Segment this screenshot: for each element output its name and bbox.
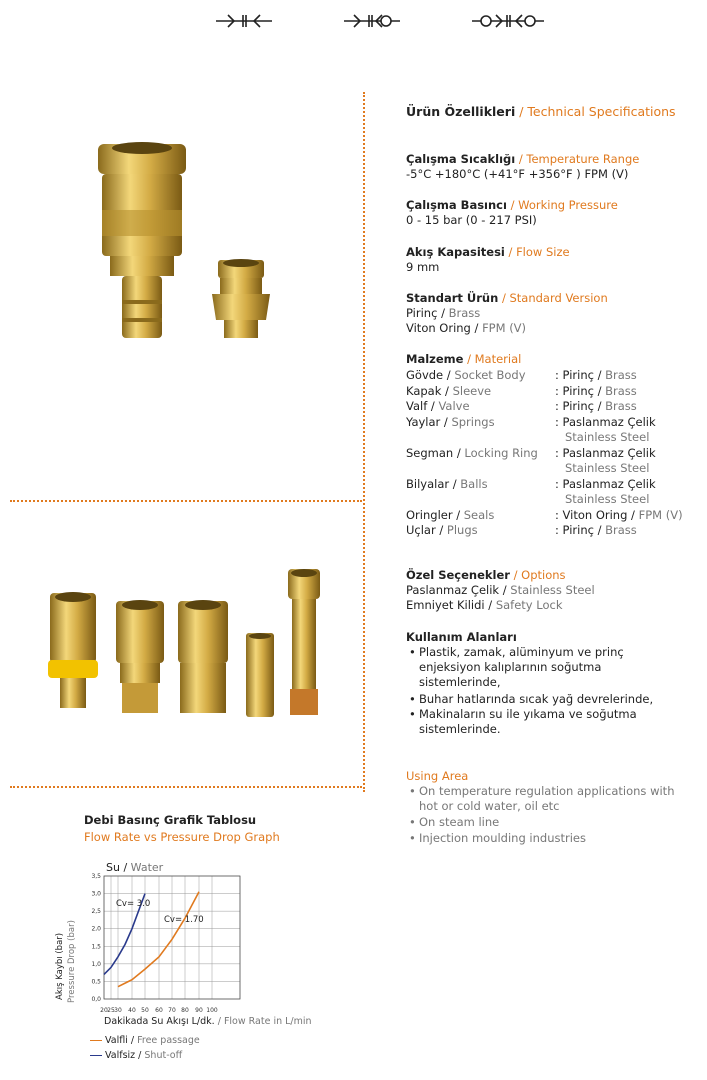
specs-heading: Ürün Özellikleri / Technical Specifications (406, 104, 676, 119)
material-row-tr: Valf (406, 399, 428, 413)
material-value-tr: : Viton Oring (555, 507, 628, 522)
bullet-dot-icon: • (409, 707, 416, 721)
legend-swatch (90, 1040, 102, 1041)
material-value-2: Stainless Steel (565, 461, 650, 475)
temp-block: Çalışma Sıcaklığı / Temperature Range -5°C +180°C (+41°F +356°F ) FPM (V) (406, 152, 640, 181)
flow-rate-chart (50, 868, 330, 1028)
pressure-label-en: Working Pressure (518, 198, 618, 212)
graph-xlabel-tr: Dakikada Su Akışı L/dk. (104, 1016, 215, 1027)
bullet-text: Plastik, zamak, alüminyum ve prinç enjeksiyon kalıplarının soğutma sistemlerinde, (419, 645, 624, 689)
material-row-label: Segman / Locking Ring (406, 445, 538, 460)
coupling-symbol-3 (470, 8, 546, 34)
cv-annotation-2: Cv= 1.70 (164, 915, 204, 925)
x-tick-label: 50 (141, 1007, 149, 1014)
temp-value: -5°C +180°C (+41°F +356°F ) FPM (V) (406, 167, 629, 181)
material-heading: Malzeme / Material (406, 352, 522, 366)
standard-label-tr: Standart Ürün (406, 291, 499, 305)
y-tick-label: 1,0 (91, 960, 101, 968)
pressure-block: Çalışma Basıncı / Working Pressure 0 - 15 bar (0 - 217 PSI) (406, 198, 618, 227)
bullet-dot-icon: • (409, 830, 416, 845)
y-tick-label: 3,5 (91, 873, 101, 880)
x-tick-label: 70 (168, 1007, 176, 1014)
legend-en: Free passage (137, 1035, 200, 1046)
material-value-tr: : Paslanmaz Çelik (555, 476, 656, 491)
material-value-2: Stainless Steel (565, 430, 650, 444)
standard-line2-tr: Viton Oring (406, 321, 471, 335)
coupling-symbol-1 (214, 8, 274, 34)
bullet-dot-icon: • (409, 645, 416, 659)
y-tick-label: 1,5 (91, 943, 101, 951)
bullet-dot-icon: • (409, 784, 416, 798)
standard-line2-en: FPM (V) (482, 321, 527, 335)
material-row-value (555, 415, 656, 430)
graph-medium-tr: Su (106, 861, 120, 874)
x-tick-label: 90 (195, 1007, 203, 1014)
temp-label-tr: Çalışma Sıcaklığı (406, 152, 516, 166)
material-value-en: Brass (605, 383, 637, 398)
material-row-value: : Pirinç / Brass (555, 368, 637, 382)
y-axis-label-tr: Akış Kaybı (bar) (55, 932, 65, 1000)
bullet-dot-icon: • (409, 691, 416, 706)
vertical-divider (363, 92, 365, 792)
bullet-item (409, 692, 659, 707)
material-row-value (555, 477, 656, 492)
options-line2-en: Safety Lock (495, 598, 563, 612)
usage-tr-heading: Kullanım Alanları (406, 630, 517, 644)
flow-label-tr: Akış Kapasitesi (406, 245, 505, 259)
x-tick-label: 60 (155, 1007, 163, 1014)
graph-xlabel: Dakikada Su Akışı L/dk. / Flow Rate in L/min (104, 1016, 312, 1027)
flow-label-en: Flow Size (516, 245, 570, 259)
temp-label-en: Temperature Range (526, 152, 640, 166)
x-tick-label: 20 (100, 1007, 108, 1014)
y-tick-label: 2,0 (91, 925, 101, 933)
material-label-en: Material (474, 352, 522, 366)
material-row-tr: Uçlar (406, 523, 436, 537)
material-row-label: Oringler / Seals (406, 507, 495, 522)
bullet-text: Buhar hatlarında sıcak yağ devrelerinde, (419, 691, 654, 706)
bullet-item (409, 815, 679, 830)
x-tick-label: 30 (114, 1007, 122, 1014)
material-label-tr: Malzeme (406, 352, 464, 366)
material-value-tr: : Paslanmaz Çelik (555, 445, 656, 460)
standard-line1-en: Brass (448, 306, 481, 320)
graph-xlabel-en: Flow Rate in L/min (223, 1016, 312, 1027)
options-line2-tr: Emniyet Kilidi (406, 598, 485, 612)
options-label-tr: Özel Seçenekler (406, 568, 510, 582)
material-value-en: Brass (605, 399, 637, 413)
material-row-en: Plugs (446, 523, 478, 537)
material-row-value: : Pirinç / Brass (555, 523, 637, 537)
y-tick-label: 2,5 (91, 908, 101, 916)
material-row-value: : Pirinç / Brass (555, 399, 637, 413)
options-line1-en: Stainless Steel (510, 583, 595, 597)
bullet-item (409, 707, 659, 737)
material-row-label: Yaylar / Springs (406, 414, 495, 429)
product-image-main (88, 140, 288, 340)
bullet-text: On steam line (419, 815, 500, 829)
material-value-tr: : Pirinç (555, 368, 594, 382)
coupling-symbol-2 (342, 8, 402, 34)
y-axis-label-en: Pressure Drop (bar) (67, 920, 77, 1003)
material-value-tr: : Pirinç (555, 383, 594, 398)
horizontal-divider-1 (10, 500, 362, 502)
material-row-label: Bilyalar / Balls (406, 476, 488, 491)
y-tick-label: 3,0 (91, 890, 101, 898)
material-row-en: Balls (460, 476, 488, 491)
x-tick-label: 40 (128, 1007, 136, 1014)
material-value-en: Brass (605, 368, 637, 382)
bullet-item (409, 784, 679, 814)
legend-swatch (90, 1055, 102, 1056)
horizontal-divider-2 (10, 786, 362, 788)
standard-label-en: Standard Version (509, 291, 608, 305)
material-row-tr: Oringler (406, 507, 453, 522)
material-value-2: Stainless Steel (565, 492, 650, 506)
material-row-en: Locking Ring (464, 445, 538, 460)
flow-value: 9 mm (406, 260, 440, 274)
material-row-value: : Pirinç / Brass (555, 383, 637, 398)
legend-item: Valfli / Free passage (90, 1035, 200, 1046)
graph-medium: Su / Water (106, 861, 164, 874)
material-row-label: Kapak / Sleeve (406, 383, 492, 398)
standard-line1-tr: Pirinç (406, 306, 438, 320)
material-row-value (555, 446, 656, 461)
graph-title-en: Flow Rate vs Pressure Drop Graph (84, 830, 280, 844)
material-row-tr: Gövde (406, 368, 444, 382)
bullet-item (409, 645, 659, 690)
bullet-text: Injection moulding industries (419, 830, 586, 845)
material-row-en: Seals (463, 507, 495, 522)
y-tick-label: 0,0 (91, 996, 101, 1003)
flow-block: Akış Kapasitesi / Flow Size 9 mm (406, 245, 570, 274)
material-row-tr: Segman (406, 445, 454, 460)
material-row-tr: Kapak (406, 383, 442, 398)
material-row-tr: Yaylar (406, 414, 441, 429)
material-row-label: Uçlar / Plugs (406, 523, 478, 537)
y-tick-label: 0,5 (91, 978, 101, 986)
graph-medium-en: Water (130, 861, 164, 874)
bullet-item (409, 831, 679, 846)
cv-annotation-1: Cv= 3.0 (116, 899, 151, 909)
material-row-en: Springs (451, 414, 495, 429)
pressure-value: 0 - 15 bar (0 - 217 PSI) (406, 213, 537, 227)
bullet-text: Makinaların su ile yıkama ve soğutma sistemlerinde. (419, 707, 637, 736)
product-image-variants (40, 565, 340, 725)
material-row-value: : Viton Oring / FPM (V) (555, 507, 683, 522)
legend-tr: Valfsiz (105, 1050, 136, 1061)
material-value-en: FPM (V) (638, 507, 683, 522)
material-value-tr: : Pirinç (555, 523, 594, 537)
material-value-tr: : Pirinç (555, 399, 594, 413)
x-tick-label: 100 (206, 1007, 218, 1014)
material-row-en: Socket Body (454, 368, 526, 382)
options-line1-tr: Paslanmaz Çelik (406, 583, 500, 597)
usage-en-heading: Using Area (406, 769, 469, 783)
legend-tr: Valfli (105, 1035, 128, 1046)
material-row-label: Gövde / Socket Body (406, 368, 526, 382)
material-value-en: Brass (605, 523, 637, 537)
material-row-tr: Bilyalar (406, 476, 450, 491)
material-row-en: Valve (438, 399, 470, 413)
legend-en: Shut-off (144, 1050, 183, 1061)
options-block: Özel Seçenekler / Options Paslanmaz Çelik / Stainless Steel Emniyet Kilidi / Safety Lock (406, 568, 595, 612)
x-tick-label: 80 (181, 1007, 189, 1014)
legend-item: Valfsiz / Shut-off (90, 1050, 182, 1061)
pressure-label-tr: Çalışma Basıncı (406, 198, 507, 212)
material-row-en: Sleeve (452, 383, 492, 398)
bullet-text: On temperature regulation applications with hot or cold water, oil etc (419, 784, 675, 813)
x-tick-label: 25 (107, 1007, 115, 1014)
specs-heading-tr: Ürün Özellikleri (406, 104, 516, 119)
graph-title-tr: Debi Basınç Grafik Tablosu (84, 813, 257, 827)
specs-heading-en: Technical Specifications (527, 104, 676, 119)
standard-block: Standart Ürün / Standard Version Pirinç / Brass Viton Oring / FPM (V) (406, 291, 608, 335)
options-label-en: Options (521, 568, 566, 582)
material-row-label: Valf / Valve (406, 399, 470, 413)
material-value-tr: : Paslanmaz Çelik (555, 414, 656, 429)
bullet-dot-icon: • (409, 815, 416, 829)
